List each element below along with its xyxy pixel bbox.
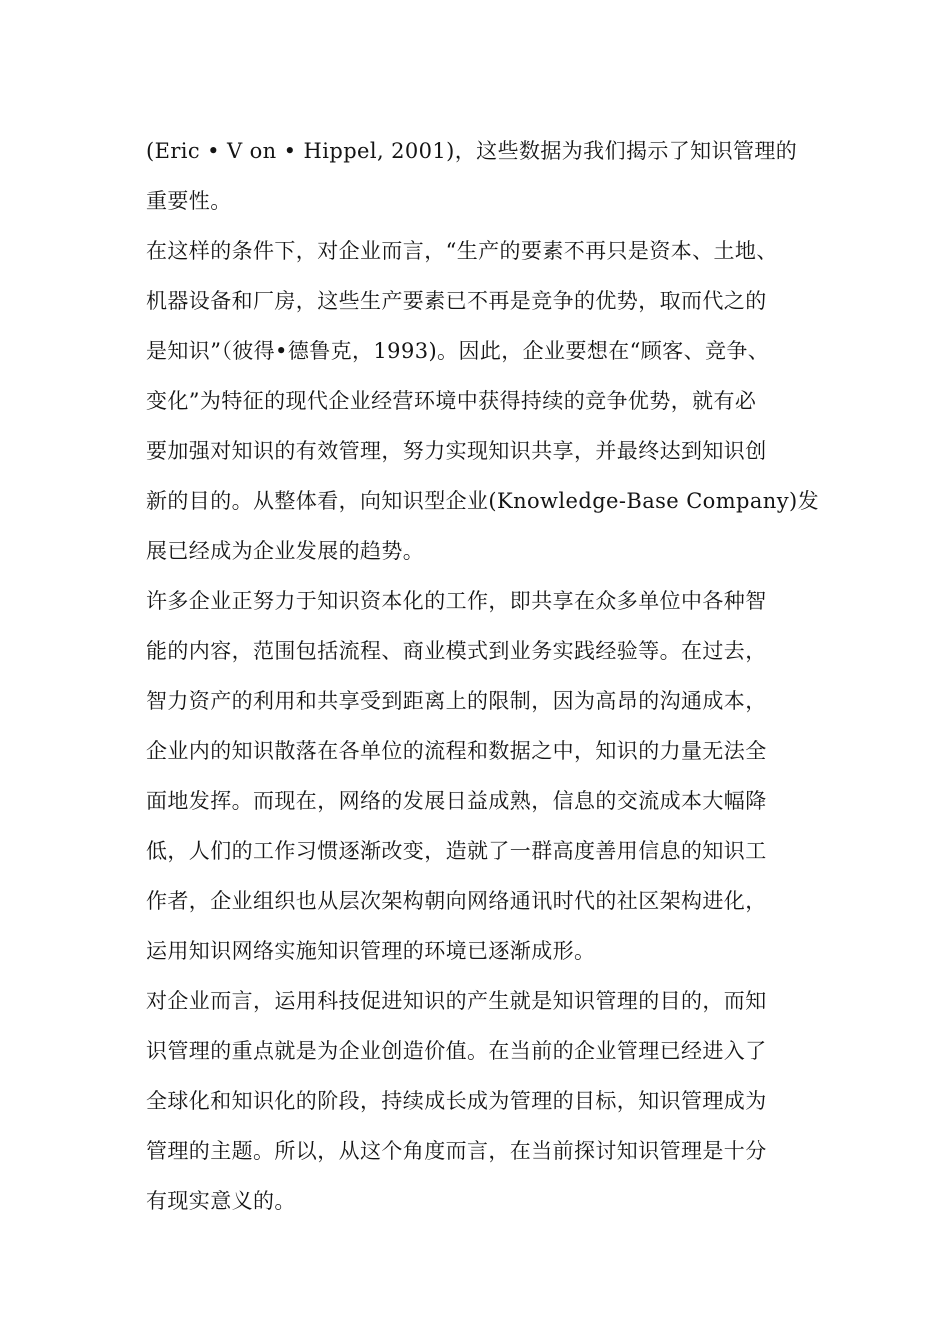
text-line: 重要性。 [146, 189, 232, 213]
text-line: 新的目的。从整体看，向知识型企业(Knowledge-Base Company)发 [146, 489, 819, 513]
text-line: 管理的主题。所以，从这个角度而言，在当前探讨知识管理是十分 [146, 1139, 767, 1163]
text-line: 许多企业正努力于知识资本化的工作，即共享在众多单位中各种智 [146, 589, 767, 613]
text-line: 全球化和知识化的阶段，持续成长成为管理的目标，知识管理成为 [146, 1089, 767, 1113]
text-line: 变化”为特征的现代企业经营环境中获得持续的竞争优势，就有必 [146, 389, 757, 413]
text-line: 在这样的条件下，对企业而言，“生产的要素不再只是资本、土地、 [146, 239, 778, 263]
text-line: 智力资产的利用和共享受到距离上的限制，因为高昂的沟通成本， [146, 689, 767, 713]
text-line: 低，人们的工作习惯逐渐改变，造就了一群高度善用信息的知识工 [146, 839, 767, 863]
text-line: 对企业而言，运用科技促进知识的产生就是知识管理的目的，而知 [146, 989, 767, 1013]
text-line: 面地发挥。而现在，网络的发展日益成熟，信息的交流成本大幅降 [146, 789, 767, 813]
text-line: 企业内的知识散落在各单位的流程和数据之中，知识的力量无法全 [146, 739, 767, 763]
text-line: 作者，企业组织也从层次架构朝向网络通讯时代的社区架构进化， [146, 889, 767, 913]
text-line: 能的内容，范围包括流程、商业模式到业务实践经验等。在过去， [146, 639, 767, 663]
text-line: 机器设备和厂房，这些生产要素已不再是竞争的优势，取而代之的 [146, 289, 767, 313]
text-line: 要加强对知识的有效管理，努力实现知识共享，并最终达到知识创 [146, 439, 767, 463]
text-line: 运用知识网络实施知识管理的环境已逐渐成形。 [146, 939, 596, 963]
text-line: 是知识”（彼得•德鲁克，1993)。因此，企业要想在“顾客、竞争、 [146, 339, 770, 363]
text-line: 有现实意义的。 [146, 1189, 296, 1213]
text-line: 展已经成为企业发展的趋势。 [146, 539, 425, 563]
text-line: 识管理的重点就是为企业创造价值。在当前的企业管理已经进入了 [146, 1039, 767, 1063]
text-line: (Eric • V on • Hippel, 2001)，这些数据为我们揭示了知识管理的 [146, 139, 798, 163]
